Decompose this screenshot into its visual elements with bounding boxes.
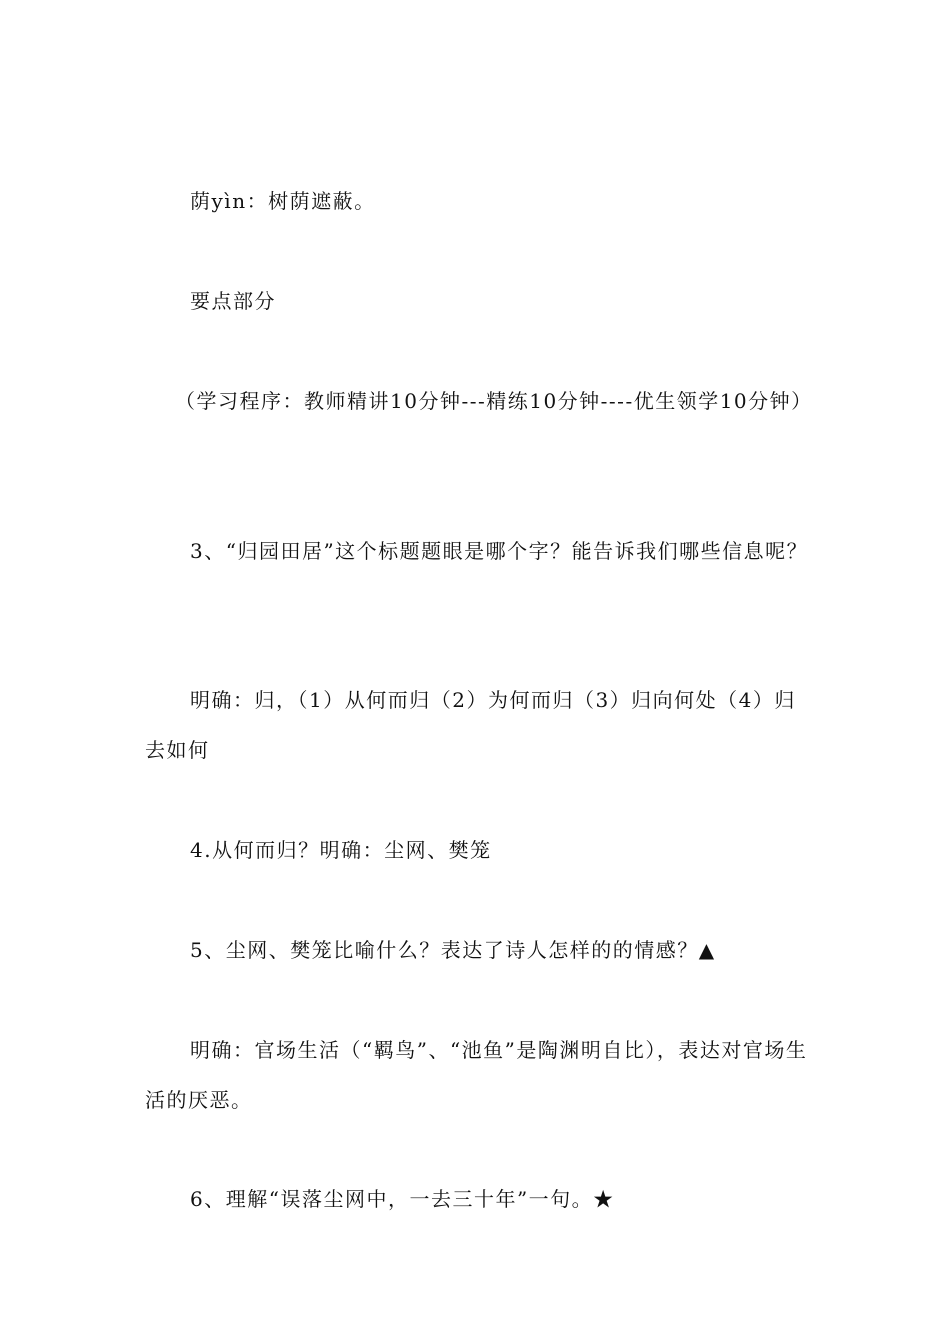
question-4-paragraph: 4.从何而归？明确：尘网、樊笼	[190, 838, 492, 862]
section-heading: 要点部分	[190, 289, 276, 313]
study-procedure-paragraph: （学习程序：教师精讲10分钟---精练10分钟----优生领学10分钟）	[175, 389, 813, 413]
answer-5-paragraph: 明确：官场生活（“羁鸟”、“池鱼”是陶渊明自比），表达对官场生活的厌恶。	[145, 1038, 808, 1112]
vocab-note-paragraph: 荫yìn：树荫遮蔽。	[190, 189, 376, 213]
answer-3-paragraph: 明确：归，（1）从何而归（2）为何而归（3）归向何处（4）归去如何	[145, 688, 796, 762]
question-6-paragraph: 6、理解“误落尘网中，一去三十年”一句。★	[190, 1187, 615, 1211]
question-3-paragraph: 3、“归园田居”这个标题题眼是哪个字？能告诉我们哪些信息呢？	[190, 539, 809, 563]
question-5-paragraph: 5、尘网、樊笼比喻什么？表达了诗人怎样的的情感？▲	[190, 938, 716, 962]
